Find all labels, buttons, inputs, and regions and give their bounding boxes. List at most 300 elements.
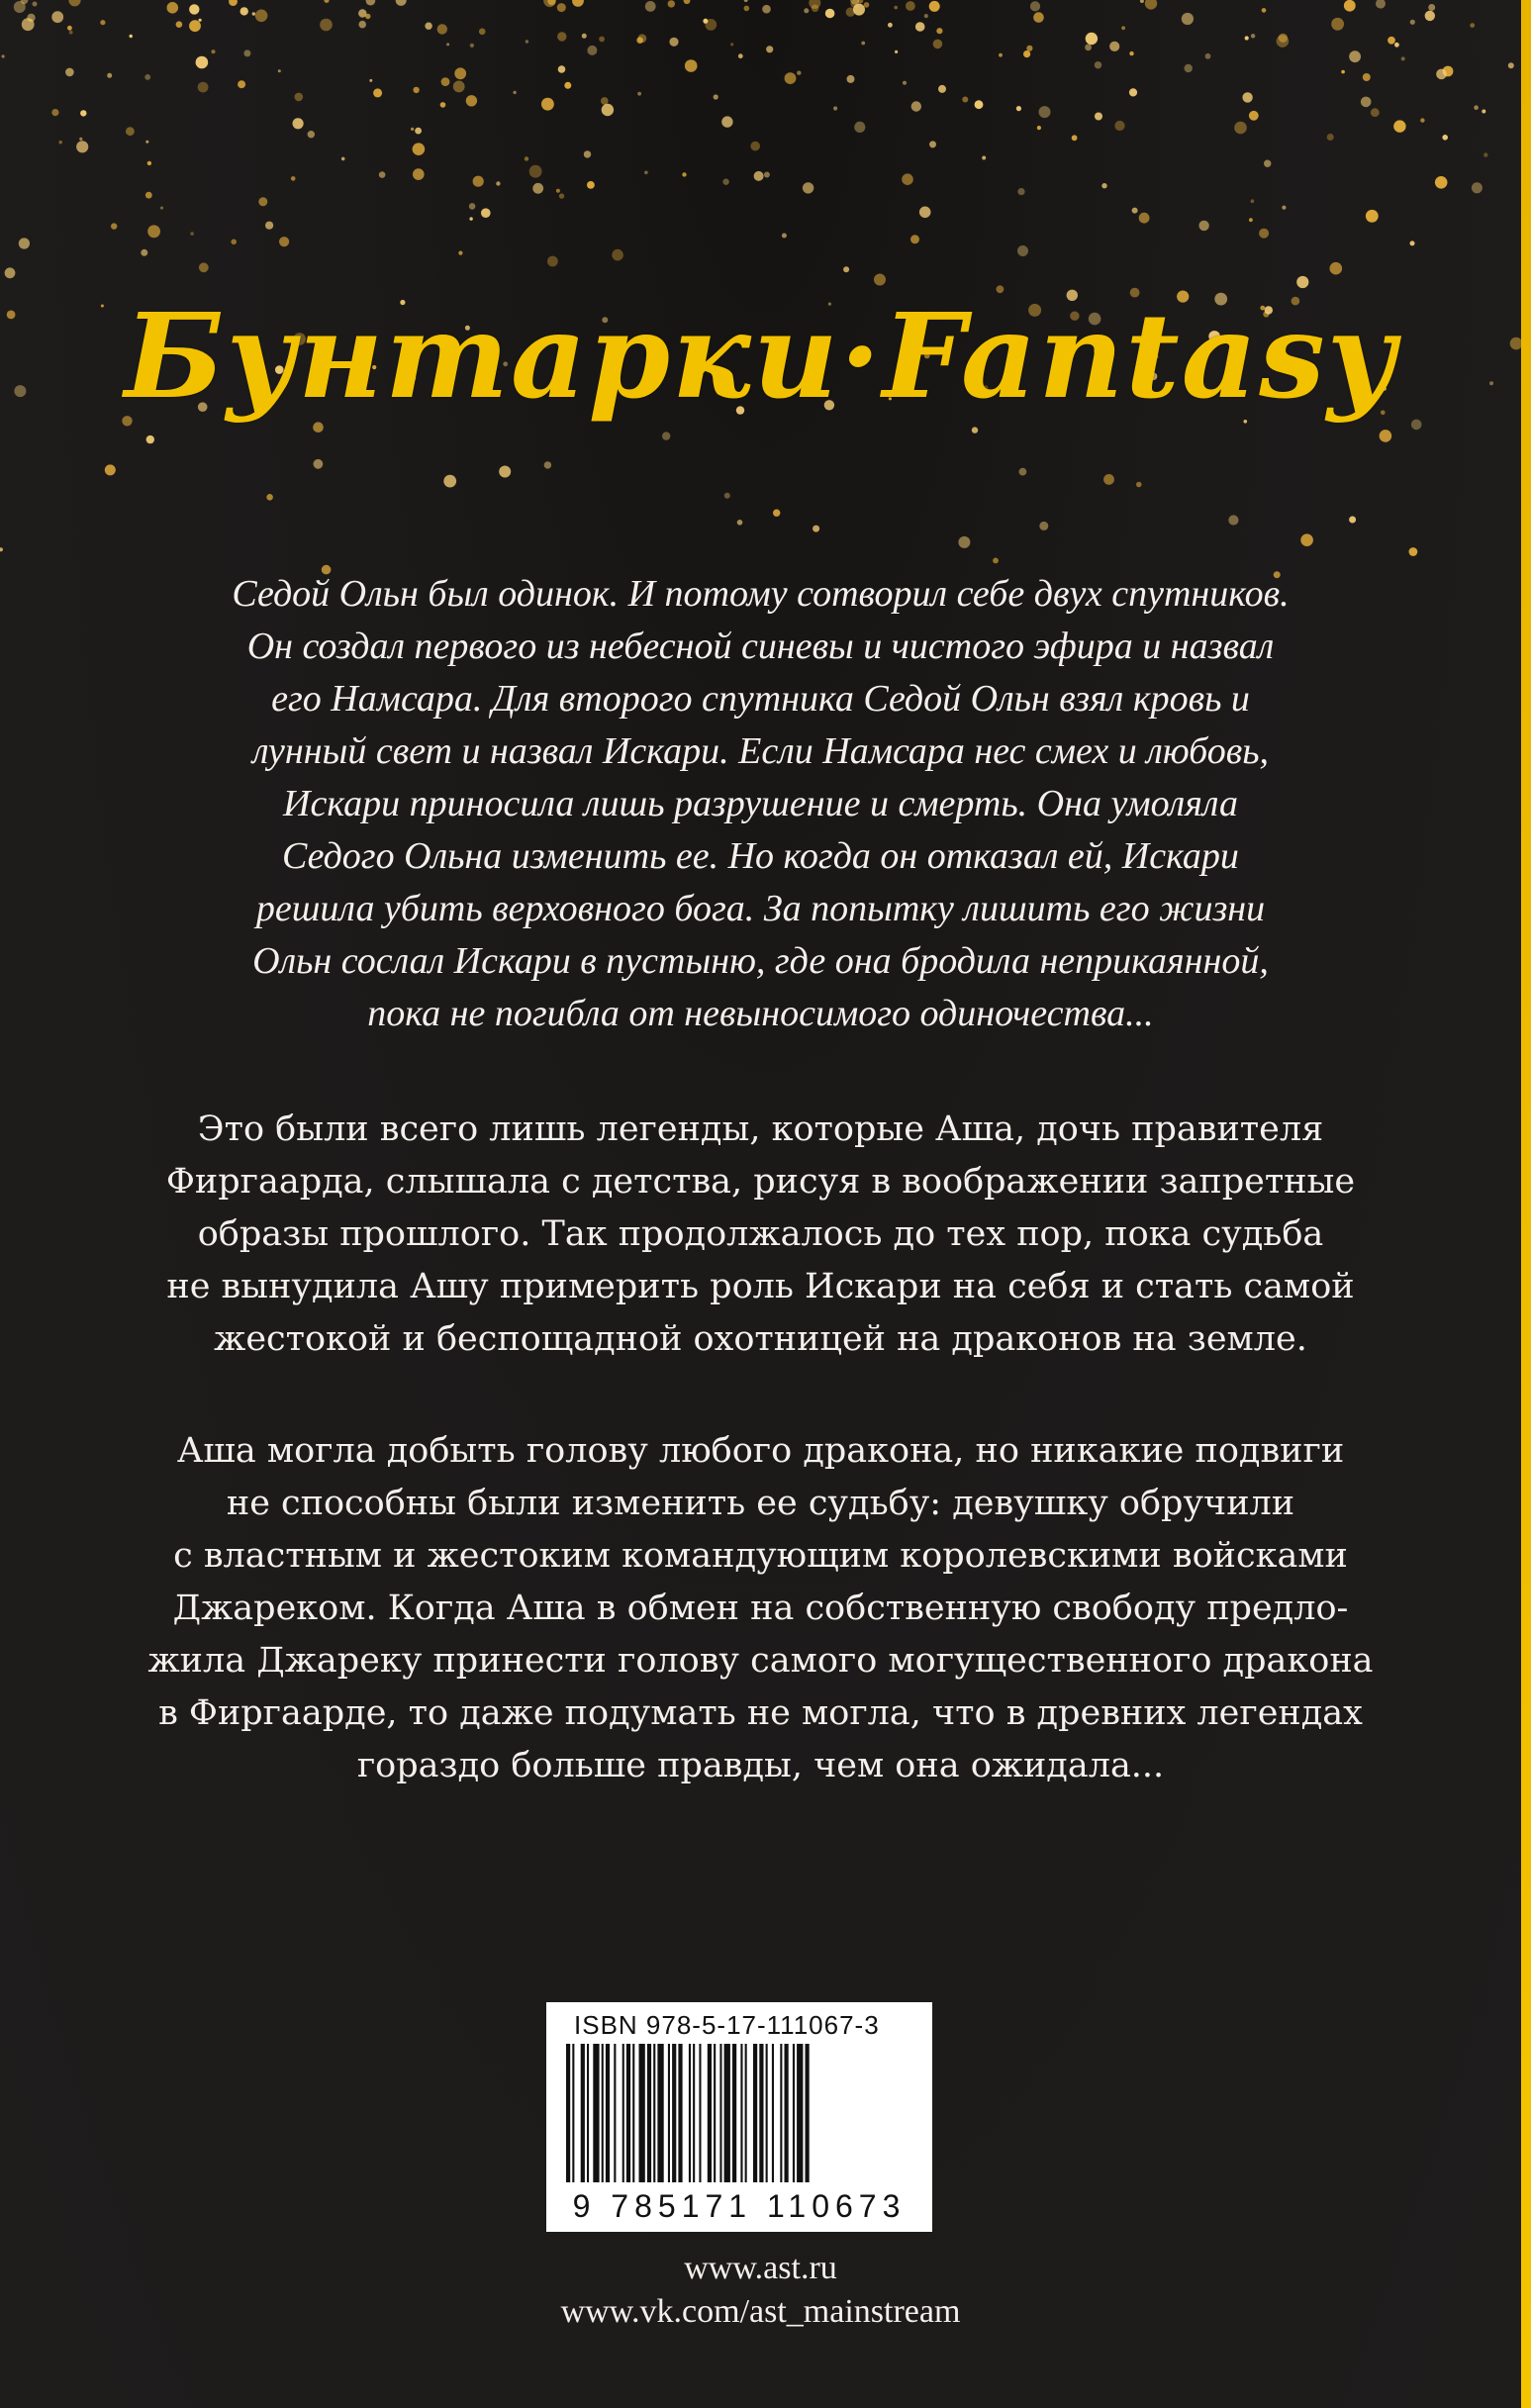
glitter-dot: [1132, 208, 1138, 214]
glitter-dot: [146, 435, 154, 443]
glitter-dot: [415, 128, 422, 135]
barcode-bar: [602, 2044, 604, 2182]
barcode-bar: [672, 2044, 676, 2182]
glitter-dot: [1072, 135, 1078, 141]
glitter-dot: [513, 91, 516, 94]
glitter-dot: [413, 168, 425, 180]
annotation-paragraph-3: [99, 1425, 1422, 1792]
glitter-dot: [754, 171, 764, 181]
glitter-dot: [1249, 111, 1259, 121]
glitter-dot: [1508, 62, 1514, 68]
glitter-dot: [1129, 88, 1137, 96]
glitter-dot: [252, 12, 255, 15]
glitter-dot: [469, 217, 472, 220]
text-line: с властным и жестоким командующим королевскими войсками: [173, 1536, 1348, 1576]
glitter-dot: [243, 49, 250, 56]
glitter-dot: [637, 92, 641, 96]
glitter-dot: [147, 225, 160, 238]
barcode-bar: [614, 2044, 616, 2182]
glitter-dot: [144, 74, 150, 80]
glitter-dot: [466, 95, 477, 106]
glitter-dot: [544, 461, 551, 468]
glitter-dot: [744, 6, 750, 12]
series-logo: Бунтарки·Fantasy: [124, 287, 1397, 425]
barcode-bar: [593, 2044, 599, 2182]
glitter-dot: [258, 197, 267, 206]
glitter-dot: [1085, 45, 1092, 51]
glitter-dot: [126, 127, 135, 136]
barcode-bar: [668, 2044, 670, 2182]
barcode-bar: [689, 2044, 691, 2182]
glitter-dot: [145, 141, 148, 144]
glitter-dot: [902, 173, 913, 185]
glitter-dot: [764, 172, 770, 178]
text-line: в Фиргаарде, то даже подумать не могла, что в древних легендах: [158, 1693, 1363, 1733]
glitter-dot: [541, 98, 554, 111]
glitter-dot: [59, 141, 62, 144]
barcode-bar: [797, 2044, 803, 2182]
glitter-dot: [141, 249, 147, 256]
glitter-dot: [587, 46, 597, 55]
glitter-dot: [1259, 229, 1269, 239]
glitter-dot: [730, 43, 733, 46]
glitter-dot: [1129, 51, 1133, 55]
glitter-dot: [903, 81, 907, 85]
glitter-dot: [638, 34, 647, 43]
glitter-dot: [396, 0, 407, 6]
glitter-dot: [441, 77, 450, 86]
glitter-dot: [547, 256, 558, 267]
glitter-dot: [369, 79, 372, 82]
glitter-dot: [919, 207, 931, 219]
glitter-dot: [644, 171, 648, 175]
glitter-dot: [894, 6, 898, 10]
glitter-dot: [809, 0, 820, 9]
glitter-dot: [526, 40, 528, 43]
glitter-dot: [443, 475, 456, 488]
glitter-dot: [813, 526, 819, 532]
glitter-dot: [266, 494, 273, 501]
glitter-dot: [556, 189, 560, 193]
glitter-dot: [982, 156, 986, 160]
barcode-bar: [622, 2044, 624, 2182]
glitter-dot: [797, 71, 801, 75]
glitter-dot: [481, 208, 491, 218]
glitter-dot: [1363, 73, 1371, 81]
glitter-dot: [669, 38, 678, 47]
barcode-bar: [693, 2044, 695, 2182]
glitter-dot: [1442, 135, 1448, 141]
glitter-dot: [1420, 118, 1424, 122]
glitter-dot: [1330, 262, 1343, 275]
glitter-dot: [1380, 430, 1392, 442]
text-line: жила Джареку принести голову самого могущественного дракона: [147, 1641, 1374, 1681]
glitter-dot: [1023, 50, 1030, 57]
glitter-dot: [1086, 33, 1098, 45]
glitter-dot: [1428, 4, 1435, 11]
glitter-dot: [564, 82, 571, 89]
barcode-bar: [772, 2044, 774, 2182]
barcode-bar: [719, 2044, 721, 2182]
glitter-dot: [529, 165, 542, 178]
vk-link[interactable]: www.vk.com/ast_mainstream: [560, 2293, 961, 2330]
glitter-dot: [1264, 160, 1271, 167]
text-line: Ольн сослал Искари в пустыню, где она бродила неприкаянной,: [252, 940, 1269, 982]
text-line: Седой Ольн был одинок. И потому сотворил себе двух спутников.: [232, 573, 1290, 615]
glitter-dot: [473, 176, 484, 187]
glitter-dot: [599, 37, 605, 43]
text-line: Это были всего лишь легенды, которые Аша, дочь правителя: [197, 1109, 1324, 1149]
glitter-dot: [1361, 97, 1372, 108]
glitter-dot: [295, 93, 304, 102]
glitter-dot: [1017, 245, 1028, 256]
glitter-dot: [1474, 105, 1479, 110]
glitter-dot: [1103, 474, 1114, 485]
glitter-dot: [933, 40, 943, 49]
glitter-dot: [1145, 0, 1157, 10]
glitter-dot: [1026, 46, 1032, 51]
barcode-bar: [766, 2044, 768, 2182]
text-line: Фиргаарда, слышала с детства, рисуя в воображении запретные: [165, 1162, 1356, 1202]
text-line: не вынудила Ашу примерить роль Искари на себя и стать самой: [166, 1267, 1355, 1306]
barcode-bar: [678, 2044, 682, 2182]
glitter-dot: [1095, 61, 1101, 68]
glitter-dot: [167, 2, 179, 14]
glitter-dot: [65, 68, 74, 77]
glitter-dot: [496, 181, 500, 185]
glitter-dot: [324, 0, 329, 3]
glitter-dot: [724, 493, 730, 499]
glitter-dot: [601, 97, 609, 105]
glitter-dot: [454, 67, 466, 79]
glitter-dot: [199, 262, 209, 272]
barcode-bar: [753, 2044, 757, 2182]
glitter-dot: [1017, 188, 1024, 195]
glitter-dot: [1030, 1, 1040, 11]
barcode-bar: [780, 2044, 782, 2182]
text-line: Седого Ольна изменить ее. Но когда он отказал ей, Искари: [282, 835, 1239, 877]
glitter-dot: [1251, 34, 1255, 38]
glitter-dot: [750, 142, 760, 151]
glitter-dot: [721, 116, 732, 127]
glitter-dot: [196, 56, 209, 69]
glitter-dot: [558, 65, 566, 73]
glitter-dot: [668, 0, 675, 7]
glitter-dot: [602, 104, 614, 116]
glitter-dot: [1472, 182, 1483, 193]
glitter-dot: [1033, 12, 1044, 23]
glitter-dot: [437, 24, 447, 34]
glitter-dot: [929, 1, 940, 12]
glitter-dot: [231, 240, 237, 245]
glitter-dot: [861, 42, 865, 46]
glitter-dot: [458, 251, 462, 255]
gold-spine-edge: [1521, 0, 1531, 2408]
glitter-dot: [1139, 213, 1150, 224]
glitter-dot: [847, 75, 855, 83]
glitter-dot: [238, 80, 245, 88]
glitter-dot: [413, 143, 426, 155]
glitter-dot: [425, 23, 431, 30]
glitter-dot: [915, 22, 925, 32]
text-line: жестокой и беспощадной охотницей на драконов на земле.: [214, 1319, 1307, 1359]
glitter-dot: [854, 122, 865, 133]
glitter-dot: [762, 5, 771, 14]
glitter-dot: [80, 110, 86, 116]
barcode-bar: [657, 2044, 663, 2182]
barcode-bar: [785, 2044, 789, 2182]
glitter-dot: [684, 0, 691, 4]
text-line: гораздо больше правды, чем она ожидала...: [356, 1746, 1165, 1785]
glitter-dot: [229, 0, 238, 6]
glitter-dot: [279, 237, 289, 246]
glitter-dot: [703, 19, 708, 24]
glitter-dot: [105, 464, 116, 475]
glitter-dot: [440, 102, 446, 108]
glitter-dot: [1483, 152, 1487, 156]
glitter-dot: [582, 34, 587, 39]
glitter-dot: [265, 222, 273, 230]
glitter-dot: [111, 223, 117, 229]
glitter-dot: [1095, 113, 1102, 121]
text-line: не способны были изменить ее судьбу: девушку обручили: [226, 1484, 1295, 1523]
glitter-dot: [19, 238, 30, 248]
glitter-dot: [5, 267, 16, 278]
glitter-dot: [1435, 176, 1448, 189]
glitter-dot: [1037, 126, 1041, 130]
glitter-dot: [1341, 70, 1345, 74]
glitter-dot: [1136, 482, 1142, 488]
glitter-dot: [543, 0, 556, 7]
barcode-bar: [740, 2044, 742, 2182]
glitter-dot: [1425, 11, 1435, 21]
glitter-dot: [499, 466, 511, 478]
barcode-bar: [639, 2044, 645, 2182]
isbn-barcode: [546, 2002, 932, 2232]
glitter-dot: [532, 183, 543, 194]
barcode-bar: [606, 2044, 610, 2182]
glitter-dot: [76, 141, 88, 152]
barcode-bar: [732, 2044, 736, 2182]
glitter-dot: [1016, 106, 1021, 111]
barcode-bar: [724, 2044, 730, 2182]
glitter-dot: [1376, 0, 1386, 9]
glitter-dot: [1470, 23, 1475, 28]
glitter-dot: [662, 432, 670, 439]
isbn-label: ISBN 978-5-17-111067-3: [574, 2010, 880, 2040]
glitter-dot: [559, 193, 564, 198]
glitter-dot: [1371, 108, 1380, 117]
text-line: Он создал первого из небесной синевы и чистого эфира и назвал: [246, 626, 1275, 667]
glitter-dot: [682, 172, 686, 176]
glitter-dot: [1401, 56, 1405, 60]
glitter-dot: [975, 100, 984, 109]
glitter-dot: [107, 73, 112, 78]
glitter-dot: [999, 53, 1003, 57]
glitter-dot: [804, 8, 809, 13]
glitter-dot: [411, 128, 414, 131]
glitter-dot: [1234, 122, 1247, 135]
glitter-dot: [1409, 547, 1418, 556]
glitter-dot: [1228, 515, 1238, 525]
glitter-dot: [1242, 92, 1252, 102]
glitter-dot: [413, 87, 419, 93]
text-line: образы прошлого. Так продолжалось до тех пор, пока судьба: [197, 1214, 1324, 1254]
glitter-dot: [1198, 221, 1208, 231]
glitter-dot: [587, 181, 595, 189]
glitter-dot: [1262, 8, 1267, 13]
glitter-dot: [160, 207, 163, 210]
barcode-bar: [626, 2044, 630, 2182]
glitter-dot: [1245, 36, 1249, 40]
barcode-bars: [566, 2044, 912, 2192]
barcode-bar: [572, 2044, 574, 2182]
glitter-dot: [240, 7, 248, 15]
glitter-dot: [825, 9, 835, 19]
glitter-dot: [67, 26, 72, 31]
glitter-dot: [446, 43, 449, 46]
glitter-dot: [525, 156, 528, 160]
glitter-dot: [895, 50, 898, 53]
glitter-dot: [189, 20, 201, 32]
glitter-dot: [278, 69, 281, 72]
glitter-dot: [51, 11, 63, 23]
glitter-dot: [833, 106, 837, 110]
glitter-dot: [470, 44, 474, 48]
glitter-dot: [373, 88, 382, 97]
glitter-dot: [1349, 517, 1356, 524]
glitter-dot: [785, 72, 797, 84]
glitter-dot: [843, 266, 849, 272]
glitter-dot: [255, 10, 268, 23]
glitter-dot: [874, 274, 886, 286]
glitter-dot: [1, 54, 4, 57]
barcode-bar: [708, 2044, 712, 2182]
ean-digits: 9 785171 110673: [572, 2188, 907, 2224]
barcode-bar: [714, 2044, 716, 2182]
barcode-bar: [653, 2044, 655, 2182]
text-line: Джареком. Когда Аша в обмен на собственную свободу предло-: [172, 1589, 1349, 1628]
glitter-dot: [130, 35, 133, 38]
barcode-bar: [632, 2044, 634, 2182]
barcode-bar: [793, 2044, 795, 2182]
glitter-dot: [738, 53, 743, 58]
glitter-dot: [1300, 533, 1313, 546]
glitter-dot: [645, 1, 656, 12]
glitter-dot: [1282, 206, 1286, 210]
glitter-dot: [722, 179, 728, 185]
glitter-dot: [479, 29, 486, 36]
barcode-bar: [581, 2044, 585, 2182]
glitter-dot: [1349, 50, 1361, 62]
glitter-dot: [0, 547, 3, 551]
glitter-dot: [79, 138, 82, 141]
glitter-dot: [1482, 110, 1485, 114]
glitter-dot: [1101, 183, 1106, 188]
glitter-dot: [1366, 210, 1379, 223]
glitter-dot: [685, 59, 698, 72]
glitter-dot: [557, 3, 566, 12]
glitter-dot: [199, 19, 202, 22]
glitter-dot: [358, 9, 366, 17]
glitter-dot: [1140, 0, 1144, 3]
glitter-dot: [469, 203, 476, 210]
glitter-dot: [1249, 218, 1253, 222]
glitter-dot: [714, 94, 718, 99]
annotation-legend-paragraph: [99, 568, 1422, 1040]
glitter-dot: [766, 46, 773, 52]
glitter-dot: [291, 176, 296, 181]
barcode-bar: [587, 2044, 589, 2182]
glitter-dot: [1436, 69, 1447, 80]
glitter-dot: [1109, 42, 1119, 51]
glitter-dot: [1277, 35, 1290, 48]
glitter-dot: [198, 82, 209, 93]
glitter-dot: [853, 4, 865, 16]
text-line: пока не погибла от невыносимого одиночества...: [367, 993, 1154, 1034]
glitter-dot: [1205, 53, 1211, 59]
glitter-dot: [1039, 106, 1051, 118]
glitter-dot: [1410, 20, 1415, 25]
glitter-dot: [189, 4, 199, 14]
glitter-dot: [341, 157, 345, 161]
text-line: Искари приносила лишь разрушение и смерть. Она умоляла: [283, 783, 1238, 824]
glitter-dot: [1327, 134, 1334, 141]
barcode-bar: [699, 2044, 701, 2182]
glitter-dot: [1393, 120, 1405, 132]
glitter-dot: [936, 28, 942, 34]
glitter-dot: [938, 85, 946, 93]
glitter-dot: [27, 14, 35, 22]
glitter-dot: [958, 536, 970, 548]
glitter-dot: [176, 21, 183, 28]
glitter-dot: [1331, 18, 1344, 31]
glitter-dot: [572, 0, 584, 7]
text-line: решила убить верховного бога. За попытку лишить его жизни: [255, 888, 1266, 929]
barcode-bar: [806, 2044, 810, 2182]
glitter-dot: [211, 49, 215, 53]
glitter-dot: [33, 2, 38, 7]
glitter-dot: [1387, 37, 1395, 45]
glitter-dot: [358, 21, 366, 29]
glitter-dot: [1114, 121, 1124, 131]
text-line: Аша могла добыть голову любого дракона, но никакие подвиги: [176, 1431, 1345, 1471]
glitter-dot: [1039, 522, 1048, 530]
annotation-paragraph-2: [99, 1104, 1422, 1366]
barcode-bar: [566, 2044, 570, 2182]
barcode-bar: [647, 2044, 651, 2182]
glitter-dot: [293, 118, 304, 129]
glitter-dot: [993, 558, 999, 564]
glitter-dot: [1410, 241, 1415, 245]
glitter-dot: [100, 20, 105, 25]
glitter-dot: [1019, 468, 1027, 476]
glitter-dot: [972, 427, 978, 433]
website-link[interactable]: www.ast.ru: [684, 2250, 837, 2286]
glitter-dot: [584, 150, 591, 157]
glitter-dot: [190, 232, 194, 236]
glitter-dot: [910, 235, 919, 243]
glitter-dot: [1394, 43, 1399, 48]
glitter-dot: [366, 0, 376, 6]
glitter-dot: [888, 23, 893, 28]
glitter-dot: [1251, 199, 1255, 203]
barcode-bar: [745, 2044, 747, 2182]
glitter-dot: [737, 520, 743, 526]
glitter-dot: [453, 81, 465, 93]
glitter-dot: [1182, 13, 1194, 25]
glitter-dot: [51, 109, 58, 116]
